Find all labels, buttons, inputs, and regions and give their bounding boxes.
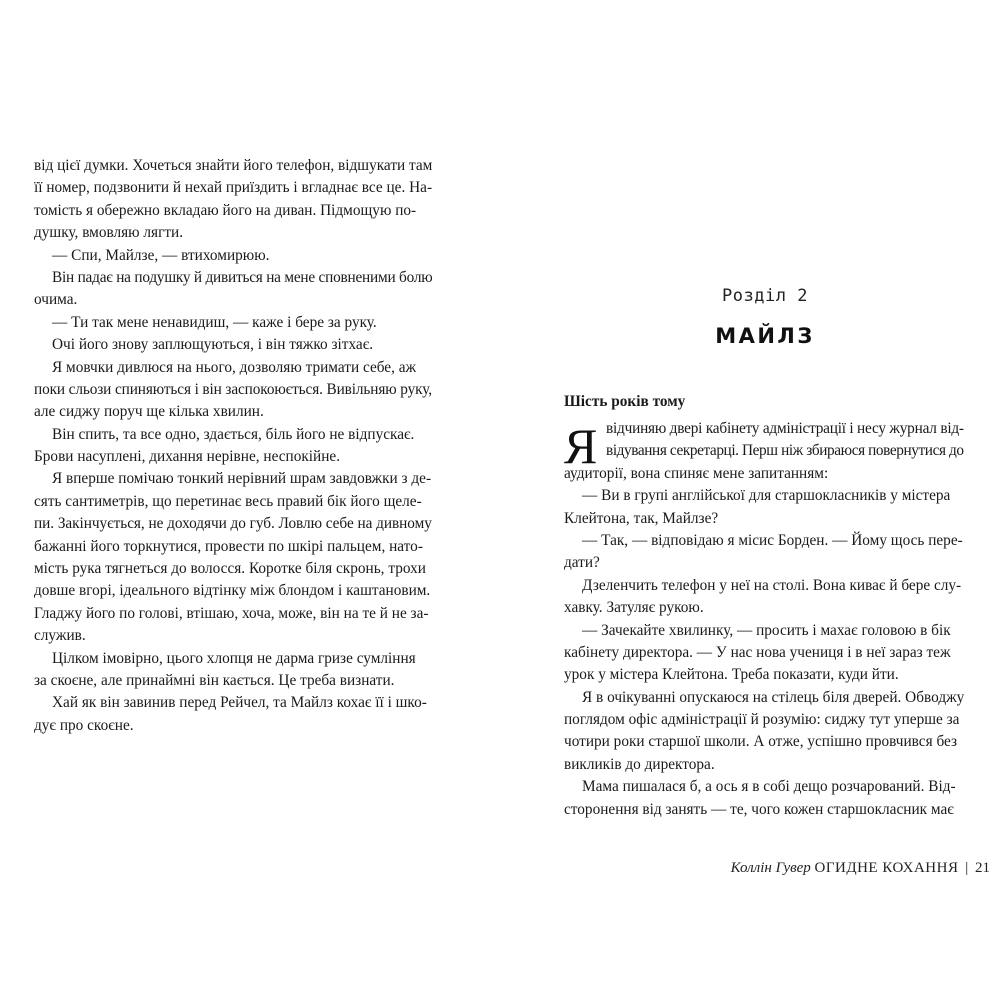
text-line: але сиджу поруч ще кілька хвилин. [34,403,264,421]
text-line: хавку. Затуляє рукою. [564,599,704,617]
footer-author: Коллін Гувер [730,860,811,876]
footer-book-title: ОГИДНЕ КОХАННЯ [814,860,959,876]
chapter-title: МАЙЛЗ [715,324,815,348]
text-line: бажанні його торкнутися, провести по шкірі пальцем, нато- [34,537,423,555]
text-line: душку, вмовляю лягти. [34,224,184,242]
text-line: чотири роки старшої школи. А отже, успішно провчився без [564,733,958,751]
text-line: відування секретарці. Перш ніж збираюся повернутися до [606,442,964,460]
text-line: Цілком імовірно, цього хлопця не дарма гризе сумління [52,649,416,667]
text-line: поглядом офіс адміністрації й розумію: сиджу тут уперше за [564,711,960,729]
drop-cap: Я [564,418,598,474]
text-line: дати? [564,554,600,572]
text-line: пи. Закінчується, не доходячи до губ. Ловлю себе на дивному [34,515,432,533]
running-footer [731,860,990,877]
chapter-label: Розділ 2 [722,286,808,306]
text-line: Я мовчки дивлюся на нього, дозволяю тримати себе, аж [52,358,417,376]
right-page [500,0,1000,1000]
text-line: — Зачекайте хвилинку, — просить і махає головою в бік [582,621,951,639]
text-line: викликів до директора. [564,755,715,773]
text-line: поки сльози спиняються і він заспокоюється. Вивільняю руку, [34,380,432,398]
text-line: томість я обережно вкладаю його на диван. Підмощую по- [34,201,417,219]
text-line: Він спить, та все одно, здається, біль його не відпускає. [52,425,415,443]
right-page-text [564,418,964,821]
section-subheading: Шість років тому [564,393,686,410]
text-line: дує про скоєне. [34,716,134,734]
text-line: — Ви в групі англійської для старшокласників у містера [582,487,951,505]
text-line: Клейтона, так, Майлзе? [564,509,719,527]
text-line: — Так, — відповідаю я місис Борден. — Йому щось пере- [582,531,963,549]
text-line: аудиторії, вона спиняє мене запитанням: [564,464,829,482]
text-line: Я вперше помічаю тонкий нерівний шрам завдовжки з де- [52,470,432,488]
text-line: Гладжу його по голові, втішаю, хоча, може, він на те й не за- [34,604,429,622]
text-line: довше вгорі, ідеального відтінку між блондом і каштановим. [34,582,431,600]
text-line: сять сантиметрів, що перетинає весь правий бік його щеле- [34,492,422,510]
footer-separator: | [965,860,969,876]
page-number: 21 [975,860,990,876]
text-line: відчиняю двері кабінету адміністрації і несу журнал від- [606,420,964,437]
text-line: Хай як він завинив перед Рейчел, та Майлз кохає її і шко- [52,694,427,712]
text-line: її номер, подзвонити й нехай приїздить і вгладнає все це. На- [34,179,433,197]
text-line: Дзеленчить телефон у неї на столі. Вона киває й бере слу- [582,576,962,594]
text-line: служив. [34,627,86,645]
text-line: Я в очікуванні опускаюся на стілець біля дверей. Обводжу [582,688,965,706]
text-line: сторонення від занять — те, чого кожен старшокласник має [564,800,954,818]
text-line: від цієї думки. Хочеться знайти його телефон, відшукати там [34,157,433,174]
text-line: очима. [34,291,78,309]
text-line: за скоєне, але принаймні він кається. Це треба визнати. [34,671,395,689]
text-line: Брови насуплені, дихання нерівне, неспокійне. [34,448,341,466]
text-line: Очі його знову заплющуються, і він тяжко зітхає. [52,336,374,354]
text-line: Мама пишалася б, а ось я в собі дещо розчарований. Від- [582,778,956,796]
left-page-text [34,155,432,737]
text-line: Він падає на подушку й дивиться на мене сповненими болю [52,268,433,286]
text-line: — Ти так мене ненавидиш, — каже і бере за руку. [52,313,377,331]
text-line: — Спи, Майлзе, — втихомирюю. [52,246,270,264]
text-line: мість рука тягнеться до волосся. Коротке біля скронь, трохи [34,560,426,578]
text-line: урок у містера Клейтона. Треба показати, куди йти. [564,666,899,684]
text-line: кабінету директора. — У нас нова учениця і в неї зараз теж [564,643,951,661]
